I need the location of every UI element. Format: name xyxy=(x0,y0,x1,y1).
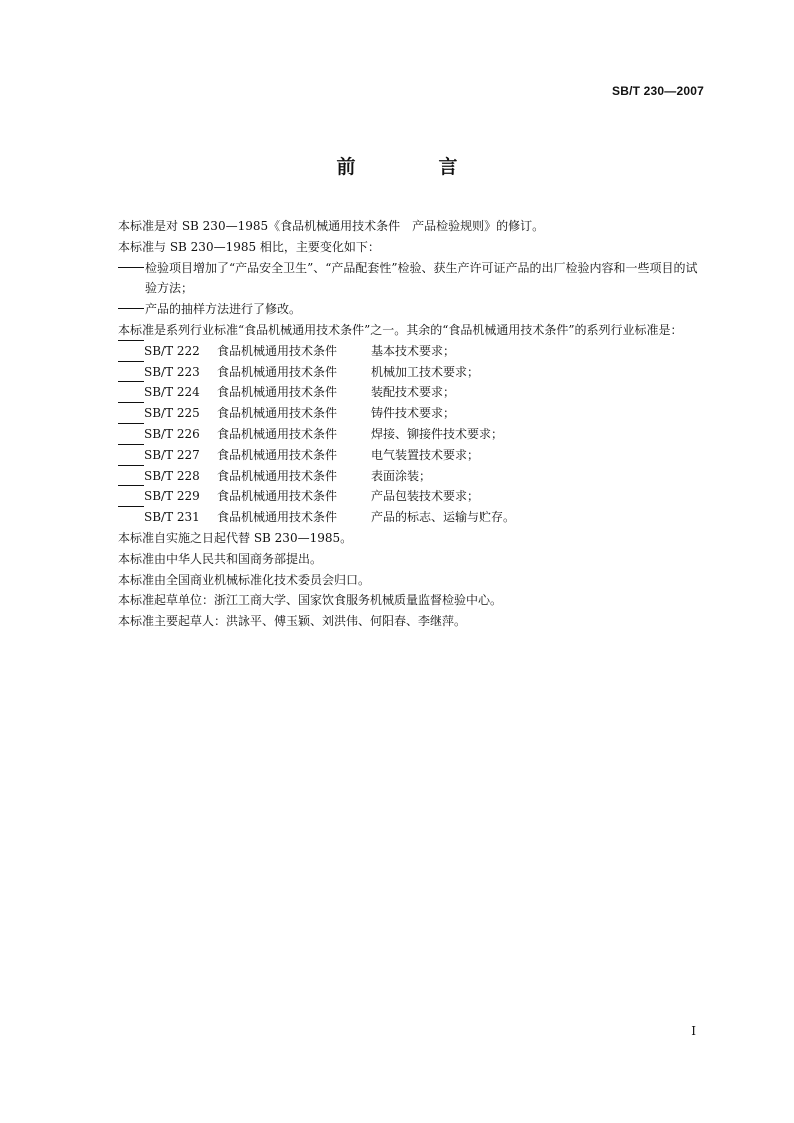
dash-marker xyxy=(118,381,144,382)
standard-code: SB/T 231 xyxy=(144,510,200,525)
paragraph: 本标准自实施之日起代替 SB 230—1985。 xyxy=(118,530,353,545)
foreword-body xyxy=(90,216,708,632)
list-item xyxy=(90,299,708,320)
dash-marker xyxy=(118,423,144,424)
change-text: 产品的抽样方法进行了修改。 xyxy=(145,302,302,317)
standard-part: 基本技术要求； xyxy=(371,343,456,358)
standard-part: 电气装置技术要求； xyxy=(371,447,480,462)
standard-item xyxy=(90,403,708,424)
standard-part: 装配技术要求； xyxy=(371,385,456,400)
dash-marker xyxy=(118,402,144,403)
standard-code: SB/T 227 xyxy=(144,447,200,462)
standard-code: SB/T 224 xyxy=(144,385,200,400)
standards-list xyxy=(90,341,708,528)
standard-item xyxy=(90,382,708,403)
standard-part: 表面涂装； xyxy=(371,468,432,483)
standard-part: 焊接、铆接件技术要求； xyxy=(371,426,504,441)
document-code: SB/T 230—2007 xyxy=(612,84,704,98)
standard-series: 食品机械通用技术条件 xyxy=(217,385,338,400)
standard-series: 食品机械通用技术条件 xyxy=(217,406,338,421)
standard-code: SB/T 228 xyxy=(144,468,200,483)
standard-series: 食品机械通用技术条件 xyxy=(217,364,338,379)
dash-marker xyxy=(118,444,144,445)
dash-marker xyxy=(118,465,144,466)
paragraph: 本标准起草单位：浙江工商大学、国家饮食服务机械质量监督检验中心。 xyxy=(118,593,503,608)
standard-code: SB/T 223 xyxy=(144,364,200,379)
standard-item xyxy=(90,507,708,528)
standard-item xyxy=(90,424,708,445)
standard-code: SB/T 229 xyxy=(144,489,200,504)
standard-part: 铸件技术要求； xyxy=(371,406,456,421)
standard-part: 机械加工技术要求； xyxy=(371,364,480,379)
standard-series: 食品机械通用技术条件 xyxy=(217,447,338,462)
standard-code: SB/T 225 xyxy=(144,406,200,421)
paragraph: 本标准是对 SB 230—1985《食品机械通用技术条件 产品检验规则》的修订。 xyxy=(118,219,545,233)
dash-marker xyxy=(118,506,144,507)
standard-series: 食品机械通用技术条件 xyxy=(217,343,338,358)
standard-series: 食品机械通用技术条件 xyxy=(217,468,338,483)
standard-code: SB/T 222 xyxy=(144,343,200,358)
page-number: I xyxy=(691,1024,696,1038)
dash-marker xyxy=(118,340,144,341)
list-item xyxy=(90,258,708,300)
page-title: 前 言 xyxy=(336,156,490,178)
standard-part: 产品的标志、运输与贮存。 xyxy=(371,510,516,525)
standard-item xyxy=(90,362,708,383)
standard-series: 食品机械通用技术条件 xyxy=(217,489,338,504)
paragraph: 本标准与 SB 230—1985 相比，主要变化如下： xyxy=(118,239,380,254)
paragraph: 本标准是系列行业标准“食品机械通用技术条件”之一。其余的“食品机械通用技术条件”的系列行业标准是： xyxy=(118,322,683,337)
paragraph: 本标准主要起草人：洪詠平、傅玉颖、刘洪伟、何阳春、李继萍。 xyxy=(118,614,467,629)
standard-series: 食品机械通用技术条件 xyxy=(217,510,338,525)
standard-code: SB/T 226 xyxy=(144,426,200,441)
dash-marker xyxy=(118,485,144,486)
change-text: 检验项目增加了“产品安全卫生”、“产品配套性”检验、获生产许可证产品的出厂检验内容和一些项目的试验方法； xyxy=(145,260,698,296)
standard-part: 产品包装技术要求； xyxy=(371,489,480,504)
standard-series: 食品机械通用技术条件 xyxy=(217,426,338,441)
standard-item xyxy=(90,341,708,362)
paragraph: 本标准由全国商业机械标准化技术委员会归口。 xyxy=(118,572,371,587)
standard-item xyxy=(90,486,708,507)
dash-marker xyxy=(118,299,144,320)
standard-item xyxy=(90,445,708,466)
standard-item xyxy=(90,466,708,487)
dash-marker xyxy=(118,258,144,279)
paragraph: 本标准由中华人民共和国商务部提出。 xyxy=(118,551,323,566)
dash-marker xyxy=(118,361,144,362)
